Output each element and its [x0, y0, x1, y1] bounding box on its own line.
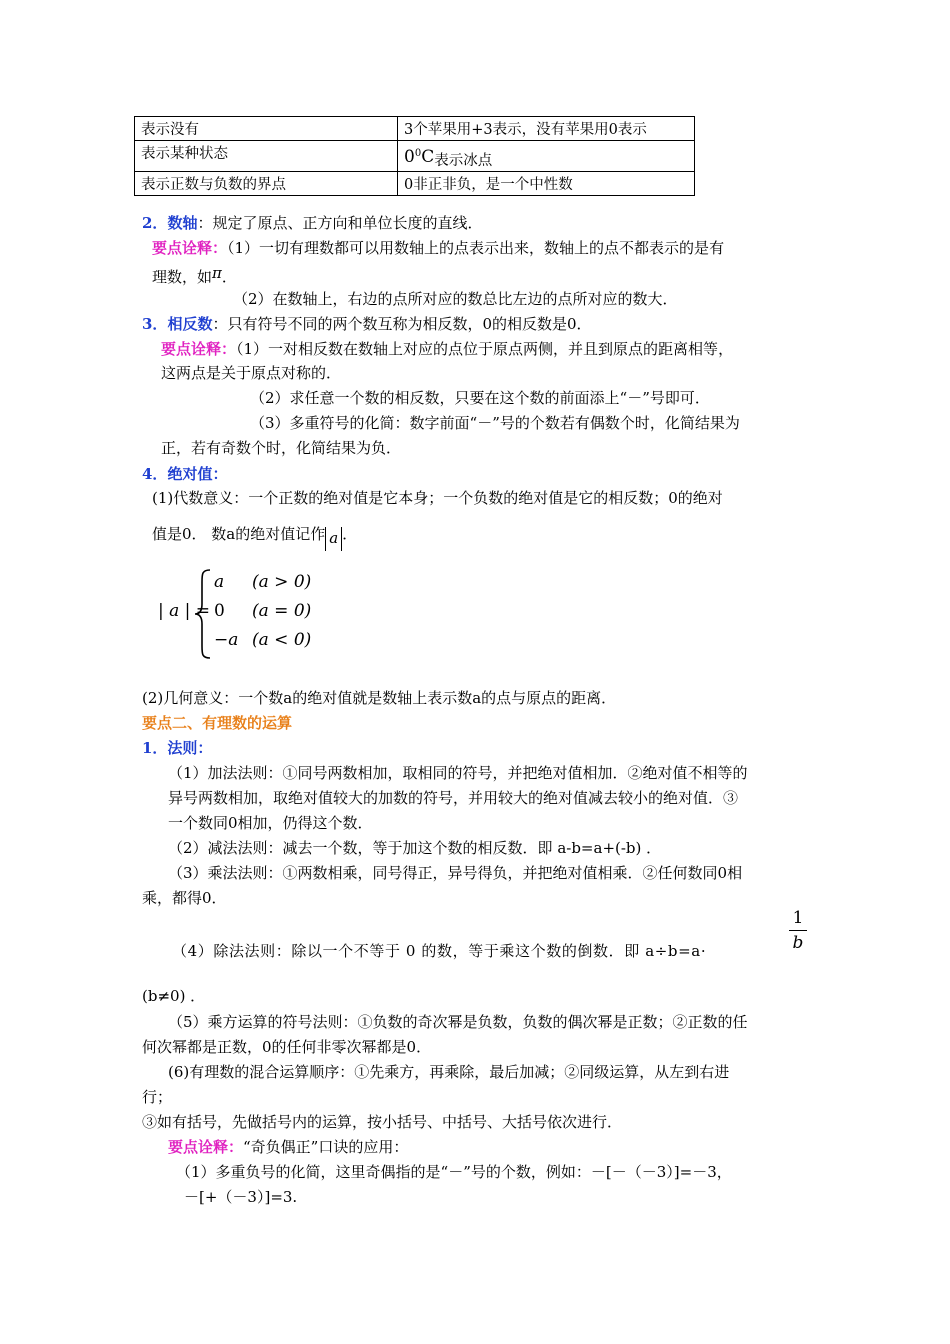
- note-line: 这两点是关于原点对称的．: [161, 364, 342, 382]
- rule-line: (6)有理数的混合运算顺序：①先乘方，再乘除，最后加减；②同级运算，从左到右进: [168, 1063, 730, 1081]
- table-cell: [398, 141, 695, 172]
- note-line: －[+（－3）]=3.: [184, 1188, 298, 1206]
- note-line: [152, 263, 237, 287]
- note-text: （1）一切有理数都可以用数轴上的点表示出来，数轴上的点不都表示的是有: [227, 239, 725, 257]
- table-row: [135, 172, 695, 196]
- note-text: （1）一对相反数在数轴上对应的点位于原点两侧，并且到原点的距离相等，: [236, 340, 734, 358]
- section-title: 相反数: [167, 315, 213, 333]
- table-cell: 3个苹果用+3表示，没有苹果用0表示: [398, 117, 695, 141]
- rule-line: （2）减法法则：减去一个数，等于加这个数的相反数．即 a-b=a+(-b) ．: [168, 839, 662, 857]
- note-line: [168, 1137, 408, 1157]
- rule-line: 何次幂都是正数，0的任何非零次幂都是0．: [142, 1038, 432, 1056]
- fraction-numerator: 1: [792, 908, 804, 928]
- table-cell: 表示正数与负数的界点: [135, 172, 398, 196]
- rule-line: 乘，都得0．: [142, 889, 227, 907]
- formula-row: [214, 630, 311, 650]
- temperature-value: 0: [404, 147, 415, 167]
- section-opposite: [142, 314, 592, 334]
- note-line: 正，若有奇数个时，化简结果为负．: [161, 439, 402, 457]
- paragraph-line: [152, 524, 357, 551]
- rule-line: 行；: [142, 1088, 173, 1106]
- rule-line: （3）乘法法则：①两数相乘，同号得正，异号得负，并把绝对值相乘．②任何数同0相: [168, 864, 743, 882]
- section-title: 绝对值：: [167, 465, 228, 483]
- table-row: [135, 117, 695, 141]
- temperature-unit: C: [421, 147, 435, 167]
- paragraph-text: 值是0． 数a的绝对值记作: [152, 525, 326, 543]
- rule-line: 一个数同0相加，仍得这个数．: [168, 814, 373, 832]
- formula-expr: a: [214, 572, 225, 592]
- table-cell: 0非正非负，是一个中性数: [398, 172, 695, 196]
- rule-line: (b≠0) ．: [142, 987, 206, 1005]
- note-line: （2）在数轴上，右边的点所对应的数总比左边的点所对应的数大．: [233, 290, 678, 308]
- section-number-line: [142, 213, 482, 233]
- section-title: 数轴: [167, 214, 198, 232]
- rule-line: （1）加法法则：①同号两数相加，取相同的符号，并把绝对值相加．②绝对值不相等的: [168, 764, 748, 782]
- fraction-bar: [789, 930, 807, 931]
- table-cell: 表示没有: [135, 117, 398, 141]
- formula-cond: (a > 0): [252, 572, 312, 592]
- left-brace-icon: [194, 568, 212, 660]
- note-label: 要点诠释：: [168, 1138, 244, 1156]
- note-label: 要点诠释：: [161, 340, 237, 358]
- zero-meaning-table: [134, 116, 695, 196]
- paragraph-text: ．: [342, 525, 358, 543]
- section-number: 3．: [142, 315, 168, 333]
- rule-line: （5）乘方运算的符号法则：①负数的奇次幂是负数，负数的偶次幂是正数；②正数的任: [168, 1013, 748, 1031]
- rule-line: ③如有括号，先做括号内的运算，按小括号、中括号、大括号依次进行．: [142, 1113, 623, 1131]
- table-cell: 表示某种状态: [135, 141, 398, 172]
- note-line: （2）求任意一个数的相反数，只要在这个数的前面添上“－”号即可．: [250, 389, 710, 407]
- formula-row: [214, 601, 311, 621]
- abs-value-notation: a: [325, 527, 342, 551]
- note-line: （3）多重符号的化简：数字前面“－”号的个数若有偶数个时，化简结果为: [250, 414, 740, 432]
- note-label: 要点诠释：: [152, 239, 228, 257]
- formula-expr: 0: [214, 601, 225, 621]
- rule-line: 异号两数相加，取绝对值较大的加数的符号，并用较大的绝对值减去较小的绝对值．③: [168, 789, 739, 807]
- absolute-value-formula: [158, 568, 358, 660]
- pi-symbol: π: [212, 264, 222, 282]
- section-number: 4．: [142, 465, 168, 483]
- reciprocal-fraction: [789, 908, 807, 953]
- note-line: [152, 238, 724, 258]
- rule-line: （4）除法法则：除以一个不等于 0 的数，等于乘这个数的倒数．即 a÷b=a·: [172, 942, 707, 960]
- note-text: “奇负偶正”口诀的应用：: [243, 1138, 409, 1156]
- paragraph-line: (1)代数意义：一个正数的绝对值是它本身；一个负数的绝对值是它的相反数；0的绝对: [152, 489, 723, 507]
- formula-lhs: | a | =: [158, 601, 211, 621]
- note-text: 理数，如: [152, 268, 213, 286]
- degree-mark: 0: [414, 148, 422, 160]
- note-line: [161, 339, 733, 359]
- section-absolute-value: [142, 464, 227, 484]
- table-row: [135, 141, 695, 172]
- temperature-desc: 表示冰点: [434, 153, 493, 169]
- note-text: ．: [221, 268, 237, 286]
- fraction-denominator: b: [792, 933, 804, 953]
- rule-heading: 1．法则：: [142, 739, 213, 757]
- formula-cond: (a = 0): [252, 601, 312, 621]
- section-definition: ：只有符号不同的两个数互称为相反数，0的相反数是0．: [212, 315, 592, 333]
- formula-row: [214, 572, 311, 592]
- section-definition: ：规定了原点、正方向和单位长度的直线．: [197, 214, 483, 232]
- formula-cond: (a < 0): [252, 630, 312, 650]
- section-number: 2．: [142, 214, 168, 232]
- note-line: （1）多重负号的化简，这里奇偶指的是“－”号的个数，例如：－[－（－3）]=－3，: [176, 1163, 732, 1181]
- part-heading: 要点二、有理数的运算: [142, 714, 293, 732]
- formula-expr: −a: [214, 630, 239, 650]
- paragraph-line: (2)几何意义：一个数a的绝对值就是数轴上表示数a的点与原点的距离．: [142, 689, 617, 707]
